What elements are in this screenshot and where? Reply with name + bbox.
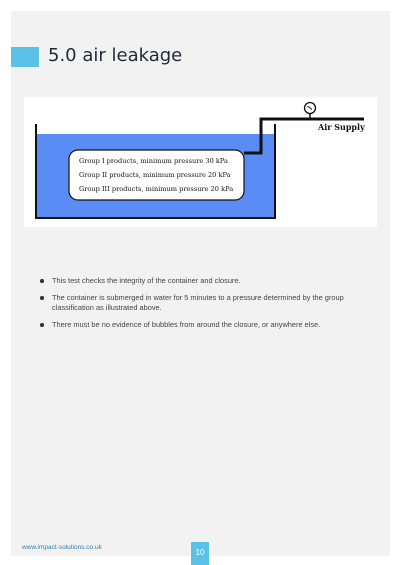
- bullet-dot: [40, 323, 44, 327]
- list-item: The container is submerged in water for 5 minutes to a pressure determined by the group classification as illustrated above.: [38, 293, 373, 313]
- list-item: There must be no evidence of bubbles from around the closure, or anywhere else.: [38, 320, 373, 330]
- pressure-gauge-icon: [305, 103, 316, 120]
- bullet-list: [38, 276, 373, 337]
- title-accent-bar: [11, 47, 39, 67]
- bullet-dot: [40, 279, 44, 283]
- air-supply-label: Air Supply: [318, 122, 365, 132]
- group-1-label: Group I products, minimum pressure 30 kPa: [79, 157, 228, 165]
- group-2-label: Group II products, minimum pressure 20 kPa: [79, 171, 231, 179]
- footer-website-link[interactable]: www.impact-solutions.co.uk: [22, 544, 102, 551]
- page-title: 5.0 air leakage: [48, 45, 183, 66]
- page-number: 10: [191, 542, 209, 565]
- bullet-dot: [40, 296, 44, 300]
- diagram-svg: [24, 97, 377, 227]
- air-leakage-diagram: [24, 97, 377, 227]
- group-3-label: Group III products, minimum pressure 20 kPa: [79, 185, 234, 193]
- list-item: This test checks the integrity of the container and closure.: [38, 276, 373, 286]
